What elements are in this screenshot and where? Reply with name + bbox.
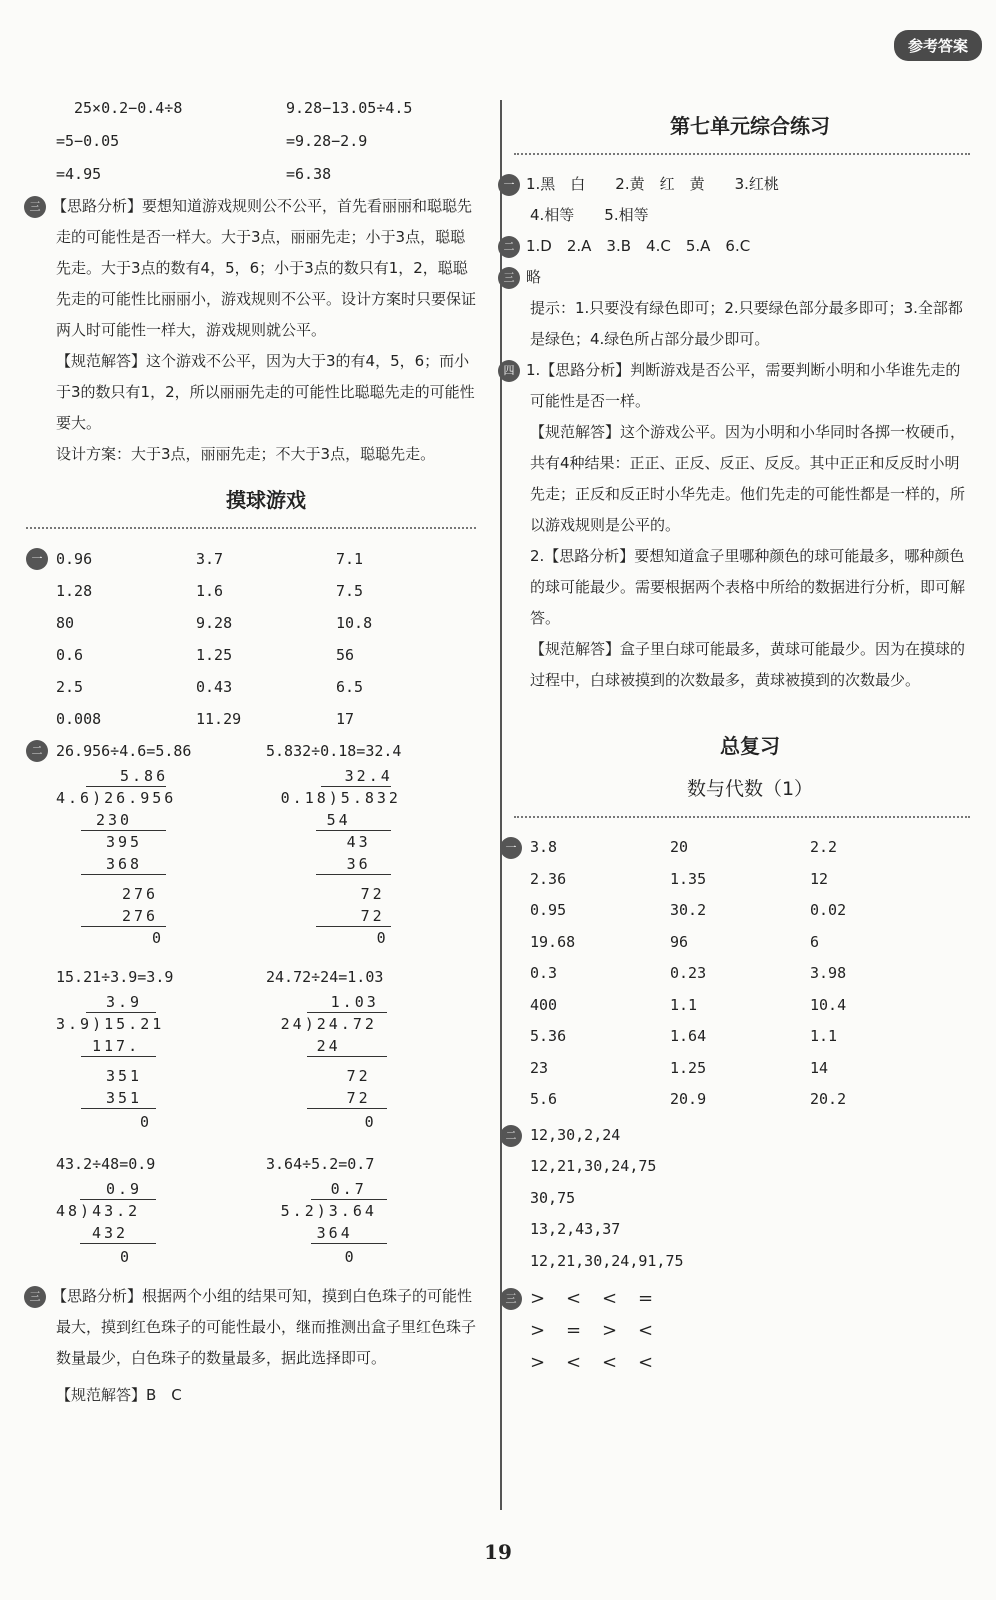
r1-answers: 一 1.黑 白 2.黄 红 黄 3.红桃 4.相等 5.相等 [530,169,970,231]
r3-answers: 三 略 [530,262,970,293]
s3-answer: 【规范解答】B C [56,1386,182,1404]
t1-answers: 一 3.8 20 2.2 2.36 1.35 12 0.95 30.2 0.02 19.68 96 6 0.3 0.23 3.98 400 1.1 10.4 5.36 1.64 1.1 23 1.25 14 5.6 20.9 20.2 [530,832,970,1116]
calc-line: =6.38 [286,165,332,183]
r4-2-analysis: 2.【思路分析】要想知道盒子里哪种颜色的球可能最多，哪种颜色的球可能最少。需要根据两个表格中所给的数据进行分析，即可解答。 [530,547,966,627]
r4-1-analysis: 四 1.【思路分析】判断游戏是否公平，需要判断小明和小华谁先走的可能性是否一样。 [530,355,970,417]
q3-analysis: 三 【思路分析】要想知道游戏规则公不公平，首先看丽丽和聪聪先走的可能性是否一样大。大于3点，丽丽先走；小于3点，聪聪先走。大于3点的数有4，5，6；小于3点的数只有1，2，聪聪先走的可能性比丽丽小，游戏规则不公平。设计方案时只要保证两人时可能性一样大，游戏规则就公平。 [56,191,476,346]
section-bullet: 三 [24,196,46,218]
dotted-divider [514,153,970,155]
equation: 3.64÷5.2=0.7 [266,1155,375,1173]
section-title-unit7: 第七单元综合练习 [670,114,830,138]
long-division-3: 3.9 3.9)15.21 117. 351 351 0 [56,993,165,1131]
review-subtitle: 数与代数（1） [686,778,814,800]
s1-answers: 一 0.96 3.7 7.1 1.28 1.6 7.5 80 9.28 10.8 0.6 1.25 56 2.5 0.43 6.5 0.008 11.29 17 [56,543,476,735]
q3-design: 设计方案：大于3点，丽丽先走；不大于3点，聪聪先走。 [56,445,436,463]
t2-answers: 二 12,30,2,24 12,21,30,24,75 30,75 13,2,43,37 12,21,30,24,91,75 [530,1120,970,1278]
calc-line: 25×0.2−0.4÷8 [74,99,183,117]
calc-block-1 [56,92,286,191]
section-bullet: 一 [498,174,520,196]
calc-line: =5−0.05 [56,132,120,150]
section-bullet: 一 [26,548,48,570]
section-bullet: 四 [498,360,520,382]
left-column [29,92,477,1411]
section-title-ball-game: 摸球游戏 [226,488,306,512]
section-bullet: 二 [498,236,520,258]
calc-line: =9.28−2.9 [286,132,368,150]
section-bullet: 一 [500,837,522,859]
r4-1-answer: 【规范解答】这个游戏公平。因为小明和小华同时各掷一枚硬币，共有4种结果：正正、正反、反正、反反。其中正正和反反时小明先走；正反和反正时小华先走。他们先走的可能性都是一样的，所以游戏规则是公平的。 [530,423,966,534]
right-column [503,92,970,1379]
section-bullet: 三 [498,267,520,289]
section-bullet: 二 [500,1125,522,1147]
q3-answer: 【规范解答】这个游戏不公平，因为大于3的有4，5，6；而小于3的数只有1，2，所以丽丽先走的可能性比聪聪先走的可能性要大。 [56,352,475,432]
long-division-1: 5.86 4.6)26.956 230 395 368 276 276 0 [56,767,177,947]
long-division-2: 32.4 0.18)5.832 54 43 36 72 72 0 [280,767,401,947]
equation: 15.21÷3.9=3.9 [56,968,174,986]
long-division-4: 1.03 24)24.72 24 72 72 0 [281,994,476,1174]
r2-answers: 二 1.D 2.A 3.B 4.C 5.A 6.C [530,231,970,262]
calc-block-2 [286,92,412,191]
r4-2-answer: 【规范解答】盒子里白球可能最多，黄球可能最少。因为在摸球的过程中，白球被摸到的次数最多，黄球被摸到的次数最少。 [530,640,966,689]
equation: 24.72÷24=1.03 [266,968,384,986]
equation: 26.956÷4.6=5.86 [56,742,192,760]
equation: 5.832÷0.18=32.4 [266,742,402,760]
page-number: 19 [484,1540,512,1564]
section-bullet: 二 [26,740,48,762]
s3-analysis: 三 【思路分析】根据两个小组的结果可知，摸到白色珠子的可能性最大，摸到红色珠子的可能性最小，继而推测出盒子里红色珠子数量最少，白色珠子的数量最多，据此选择即可。 [56,1281,476,1374]
t3-answers: 三 > < < = > = > < > < < < [530,1283,970,1379]
review-title: 总复习 [720,734,780,758]
dotted-divider [514,816,970,818]
section-bullet: 三 [500,1288,522,1310]
equation: 43.2÷48=0.9 [56,1155,156,1173]
r3-hint: 提示：1.只要没有绿色即可；2.只要绿色部分最多即可；3.全部都是绿色；4.绿色所占部分最少即可。 [530,299,963,348]
calc-line: 9.28−13.05÷4.5 [286,99,413,117]
long-division-5: 0.9 48)43.2 432 0 [56,1181,281,1361]
section-bullet: 三 [24,1286,46,1308]
reference-answer-tab: 参考答案 [894,30,982,61]
calc-line: =4.95 [56,165,102,183]
long-division-6: 0.7 5.2)3.64 364 0 [281,1181,476,1361]
dotted-divider [26,527,476,529]
